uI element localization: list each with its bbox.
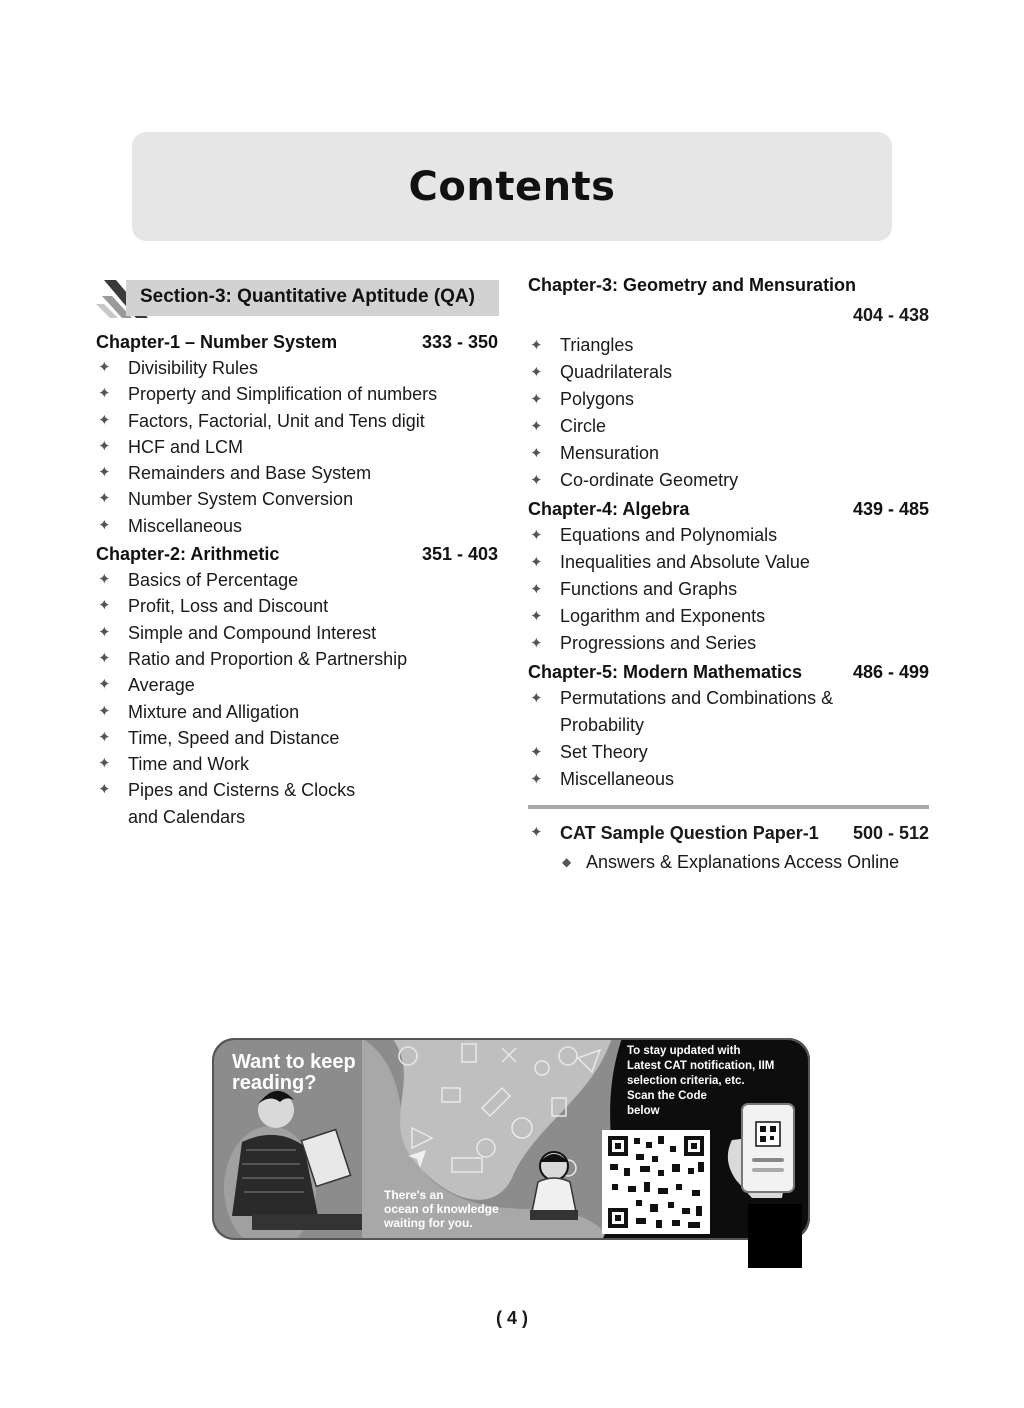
chapter-2-heading bbox=[96, 541, 498, 567]
sparkle-bullet-icon: ✦ bbox=[98, 385, 111, 403]
chapter-3-topics bbox=[528, 332, 929, 494]
chapter-title: Chapter-4: Algebra bbox=[528, 499, 690, 519]
right-column bbox=[528, 272, 929, 877]
sparkle-bullet-icon: ✦ bbox=[530, 744, 543, 761]
chapter-pages: 486 - 499 bbox=[852, 662, 929, 682]
ocean-text-line3: waiting for you. bbox=[384, 1216, 473, 1230]
sparkle-bullet-icon: ✦ bbox=[98, 597, 111, 615]
list-item: ✦ Property and Simplification of numbers bbox=[96, 381, 498, 407]
list-item: ✦ Factors, Factorial, Unit and Tens digit bbox=[96, 408, 498, 434]
sample-paper-heading bbox=[528, 819, 929, 847]
sample-paper-sub-item: ◆ Answers & Explanations Access Online bbox=[528, 847, 929, 877]
sparkle-bullet-icon: ✦ bbox=[98, 702, 111, 720]
chapter-5-topics bbox=[528, 685, 929, 793]
chapter-pages: 351 - 403 bbox=[421, 544, 498, 565]
page-number: ( 4 ) bbox=[495, 1308, 528, 1328]
sparkle-bullet-icon: ✦ bbox=[98, 437, 111, 455]
update-text-line1: To stay updated with bbox=[627, 1045, 741, 1057]
list-item: ✦ Time and Work bbox=[96, 751, 498, 777]
chapter-pages: 439 - 485 bbox=[852, 499, 929, 519]
section-label: Section-3: Quantitative Aptitude (QA) bbox=[140, 286, 475, 307]
sparkle-bullet-icon: ✦ bbox=[530, 418, 543, 435]
list-item: ✦ Permutations and Combinations & bbox=[528, 685, 929, 712]
list-item: ✦ Average bbox=[96, 672, 498, 698]
sparkle-bullet-icon: ✦ bbox=[530, 472, 543, 489]
sparkle-bullet-icon: ✦ bbox=[530, 445, 543, 462]
sparkle-bullet-icon: ✦ bbox=[530, 635, 543, 652]
list-item: ✦ Time, Speed and Distance bbox=[96, 725, 498, 751]
sparkle-bullet-icon: ✦ bbox=[98, 571, 111, 589]
chapter-title: Chapter-1 – Number System bbox=[96, 332, 338, 352]
diamond-bullet-icon: ◆ bbox=[562, 855, 572, 869]
title-box bbox=[132, 132, 892, 241]
list-item: ✦ Set Theory bbox=[528, 739, 929, 766]
list-item: ✦ Mensuration bbox=[528, 440, 929, 467]
sparkle-bullet-icon: ✦ bbox=[98, 676, 111, 694]
list-item: ✦ Miscellaneous bbox=[528, 766, 929, 793]
list-item: ✦ Equations and Polynomials bbox=[528, 522, 929, 549]
sparkle-bullet-icon: ✦ bbox=[98, 411, 111, 429]
list-item: ✦ Circle bbox=[528, 413, 929, 440]
chapter-1-heading bbox=[96, 329, 498, 355]
sparkle-bullet-icon: ✦ bbox=[530, 824, 543, 841]
chapter-title: Chapter-5: Modern Mathematics bbox=[528, 662, 803, 682]
list-item: ✦ Pipes and Cisterns & Clocks bbox=[96, 777, 498, 803]
sparkle-bullet-icon: ✦ bbox=[98, 755, 111, 773]
sparkle-bullet-icon: ✦ bbox=[98, 649, 111, 667]
sparkle-bullet-icon: ✦ bbox=[530, 391, 543, 408]
list-item: ✦ Miscellaneous bbox=[96, 513, 498, 539]
sample-paper-title: CAT Sample Question Paper-1 bbox=[560, 823, 819, 843]
chapter-3-title: Chapter-3: Geometry and Mensuration bbox=[528, 275, 857, 295]
sparkle-bullet-icon: ✦ bbox=[98, 728, 111, 746]
list-item-continuation: Probability bbox=[560, 715, 645, 735]
promo-banner bbox=[212, 1038, 810, 1240]
sparkle-bullet-icon: ✦ bbox=[98, 464, 111, 482]
sparkle-bullet-icon: ✦ bbox=[98, 359, 111, 376]
ocean-text-line2: ocean of knowledge bbox=[384, 1202, 499, 1216]
sparkle-bullet-icon: ✦ bbox=[530, 581, 543, 598]
page-title: Contents bbox=[408, 163, 616, 210]
list-item: ✦ Triangles bbox=[528, 332, 929, 359]
section-banner bbox=[96, 278, 499, 318]
left-column bbox=[96, 327, 498, 830]
list-item: ✦ Number System Conversion bbox=[96, 486, 498, 512]
list-item: ✦ Logarithm and Exponents bbox=[528, 603, 929, 630]
list-item: ✦ Remainders and Base System bbox=[96, 460, 498, 486]
promo-heading-line1: Want to keep bbox=[232, 1051, 356, 1073]
chapter-title: Chapter-2: Arithmetic bbox=[96, 544, 280, 565]
sparkle-bullet-icon: ✦ bbox=[98, 781, 111, 799]
sparkle-bullet-icon: ✦ bbox=[530, 608, 543, 625]
update-text-line3: selection criteria, etc. bbox=[627, 1075, 745, 1087]
ocean-text-line1: There's an bbox=[384, 1188, 444, 1202]
chapter-1-topics bbox=[96, 355, 498, 539]
sparkle-bullet-icon: ✦ bbox=[530, 364, 543, 381]
list-item: ✦ Polygons bbox=[528, 386, 929, 413]
sparkle-bullet-icon: ✦ bbox=[530, 771, 543, 788]
chapter-3-pages: 404 - 438 bbox=[852, 305, 929, 325]
list-item-continuation: and Calendars bbox=[128, 806, 246, 827]
list-item: ✦ Simple and Compound Interest bbox=[96, 620, 498, 646]
list-item: ✦ Quadrilaterals bbox=[528, 359, 929, 386]
sparkle-bullet-icon: ✦ bbox=[530, 337, 543, 354]
list-item: ✦ Divisibility Rules bbox=[96, 355, 498, 381]
list-item: ✦ HCF and LCM bbox=[96, 434, 498, 460]
update-text-line4: Scan the Code bbox=[627, 1090, 707, 1102]
list-item: ✦ Basics of Percentage bbox=[96, 567, 498, 593]
promo-illustration bbox=[212, 1038, 810, 1270]
sparkle-bullet-icon: ✦ bbox=[98, 623, 111, 641]
list-item: ✦ Profit, Loss and Discount bbox=[96, 593, 498, 619]
update-text-line2: Latest CAT notification, IIM bbox=[627, 1060, 775, 1072]
sparkle-bullet-icon: ✦ bbox=[98, 490, 111, 508]
sparkle-bullet-icon: ✦ bbox=[98, 516, 111, 534]
list-item: ✦ Functions and Graphs bbox=[528, 576, 929, 603]
list-item: ✦ Ratio and Proportion & Partnership bbox=[96, 646, 498, 672]
chapter-pages: 333 - 350 bbox=[421, 332, 498, 352]
sample-paper-pages: 500 - 512 bbox=[852, 823, 929, 843]
sparkle-bullet-icon: ✦ bbox=[530, 554, 543, 571]
chapter-2-topics bbox=[96, 567, 498, 830]
promo-heading-line2: reading? bbox=[232, 1072, 317, 1094]
update-text-line5: below bbox=[627, 1105, 660, 1117]
chapter-4-topics bbox=[528, 522, 929, 657]
list-item: ✦ Mixture and Alligation bbox=[96, 699, 498, 725]
chapter-5-heading bbox=[528, 659, 929, 685]
sparkle-bullet-icon: ✦ bbox=[530, 527, 543, 544]
sparkle-bullet-icon: ✦ bbox=[530, 690, 543, 707]
list-item: ✦ Co-ordinate Geometry bbox=[528, 467, 929, 494]
chapter-4-heading bbox=[528, 496, 929, 522]
divider bbox=[528, 805, 929, 809]
list-item: ✦ Progressions and Series bbox=[528, 630, 929, 657]
list-item: ✦ Inequalities and Absolute Value bbox=[528, 549, 929, 576]
